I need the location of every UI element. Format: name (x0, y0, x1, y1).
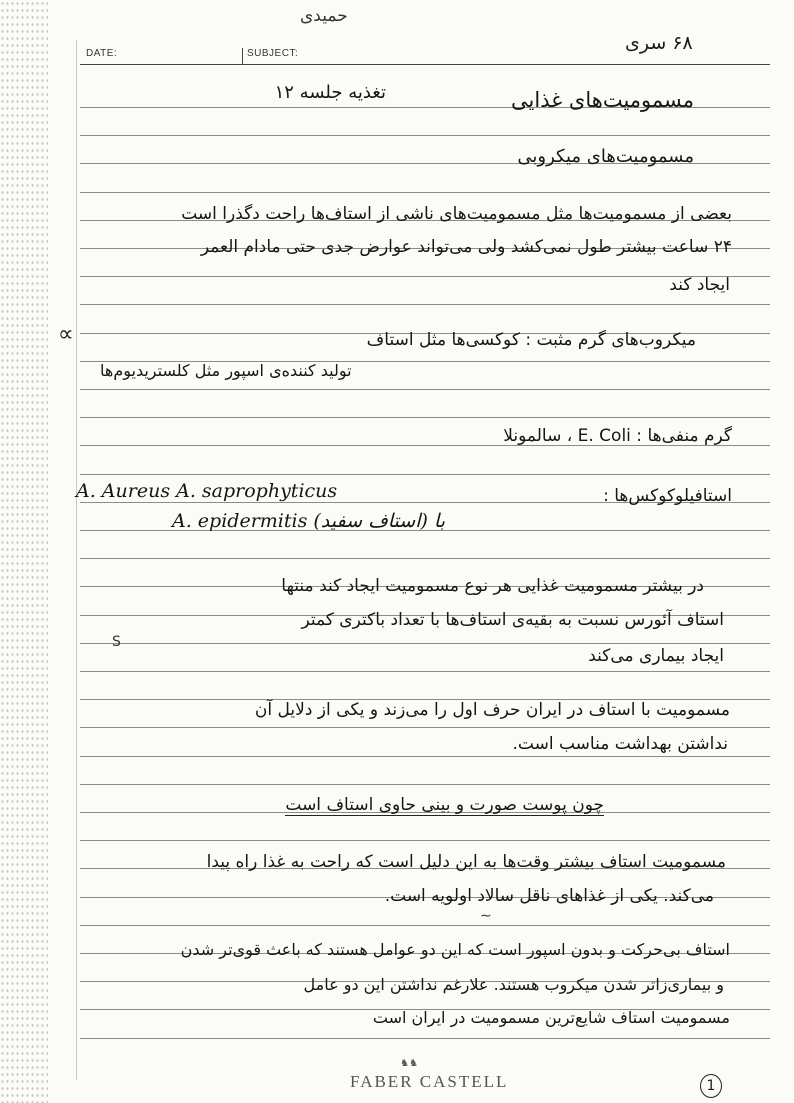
text-line: بعضی از مسمومیت‌ها مثل مسمومیت‌های ناشی از استاف‌ها راحت دگذرا است (181, 204, 732, 224)
text-line: چون پوست صورت و بینی حاوی استاف است (285, 795, 604, 815)
heading-food-poisoning: مسمومیت‌های غذایی (511, 88, 694, 112)
session-title: تغذیه جلسه ۱۲ (274, 82, 386, 103)
page-number-bottom: 1 (700, 1074, 722, 1098)
ruled-line (80, 784, 770, 785)
text-line: ایجاد بیماری می‌کند (588, 646, 724, 666)
text-line: نداشتن بهداشت مناسب است. (512, 734, 728, 754)
text-line: استاف بی‌حرکت و بدون اسپور است که این دو عوامل هستند که باعث قوی‌تر شدن (180, 940, 730, 959)
ruled-line (80, 304, 770, 305)
notebook-header (80, 46, 770, 65)
page-number-top: ۶۸ سری (625, 32, 693, 54)
ruled-line (80, 276, 770, 277)
ruled-line (80, 1038, 770, 1039)
brand-name: FABER CASTELL (350, 1072, 509, 1091)
text-line: مسمومیت با استاف در ایران حرف اول را می‌زند و یکی از دلایل آن (254, 700, 730, 720)
ruled-line (80, 417, 770, 418)
ruled-line (80, 135, 770, 136)
text-line: در بیشتر مسمومیت غذایی هر نوع مسمومیت ایجاد کند منتها (281, 576, 704, 596)
scan-margin-noise (0, 0, 48, 1103)
text-line: می‌کند. یکی از غذاهای ناقل سالاد اولویه است. (384, 886, 714, 906)
margin-mark: ∼ (480, 908, 492, 924)
text-line: مسمومیت استاف بیشتر وقت‌ها به این دلیل است که راحت به غذا راه پیدا (206, 852, 726, 872)
subject-label: SUBJECT: (242, 48, 298, 64)
text-line: ایجاد کند (669, 275, 730, 295)
ruled-line (80, 756, 770, 757)
ruled-line (80, 671, 770, 672)
brand-logo-mark: ♞♞ (400, 1058, 418, 1069)
latin-line: A. Aureus A. saprophyticus (76, 480, 338, 502)
ruled-line (80, 840, 770, 841)
ruled-line (80, 558, 770, 559)
text-line: گرم منفی‌ها : E. Coli ، سالمونلا (503, 426, 732, 446)
margin-rule (76, 40, 77, 1080)
margin-tick: S (112, 634, 121, 650)
author-name: حمیدی (300, 6, 348, 26)
text-line: استاف آئورس نسبت به بقیه‌ی استاف‌ها با تعداد باکتری کمتر (301, 610, 724, 630)
ruled-line (80, 192, 770, 193)
text-line: و بیماری‌زاتر شدن میکروب هستند. علارغم نداشتن این دو عامل (303, 975, 724, 994)
text-line: تولید کننده‌ی اسپور مثل کلستریدیوم‌ها (100, 361, 352, 380)
ruled-line (80, 925, 770, 926)
heading-microbial: مسمومیت‌های میکروبی (517, 146, 694, 167)
text-line: ۲۴ ساعت بیشتر طول نمی‌کشد ولی می‌تواند عوارض جدی حتی مادام العمر (200, 237, 732, 257)
ruled-line (80, 727, 770, 728)
ruled-line (80, 643, 770, 644)
margin-annotation: ∝ (58, 322, 74, 347)
text-line: میکروب‌های گرم مثبت : کوکسی‌ها مثل استاف (366, 330, 696, 350)
latin-line: A. epidermitis با (استاف سفید) (172, 510, 446, 532)
text-line: مسمومیت استاف شایع‌ترین مسمومیت در ایران است (372, 1008, 730, 1027)
text-line: استافیلوکوکس‌ها : (603, 486, 732, 506)
ruled-line (80, 474, 770, 475)
ruled-line (80, 389, 770, 390)
date-label: DATE: (86, 48, 118, 59)
